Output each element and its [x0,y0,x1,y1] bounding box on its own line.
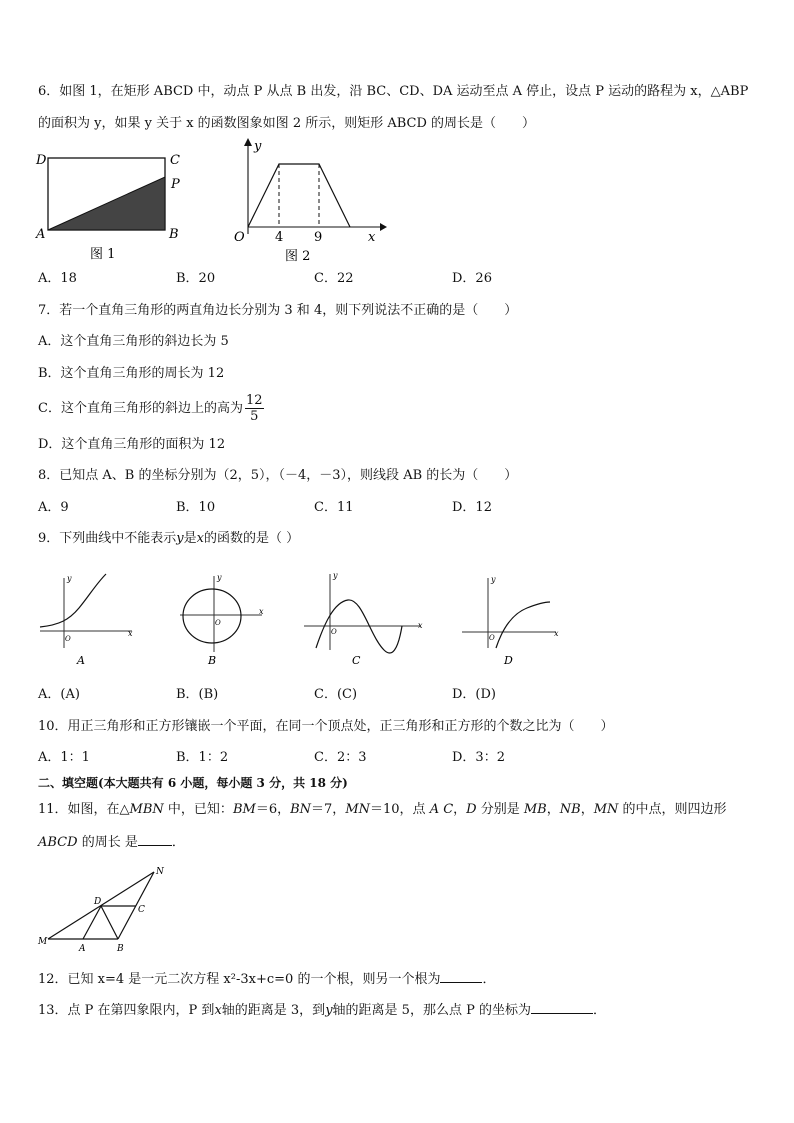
q8-option-a[interactable]: A．9 [38,500,69,515]
q9-graph-b [172,570,282,670]
q7-option-b[interactable]: B．这个直角三角形的周长为 12 [38,366,225,381]
q7-option-d[interactable]: D．这个直角三角形的面积为 12 [38,437,226,452]
fig2-caption: 图 2 [285,249,311,264]
fig1-caption: 图 1 [90,247,116,262]
q11-text-8: ， [546,802,560,817]
q8-option-c[interactable]: C．11 [314,500,354,515]
q11-text-5: ＝10，点 [370,802,430,817]
q11-text-2: 中，已知： [163,802,233,817]
fig1-label-D: D [36,153,47,168]
q9-option-b[interactable]: B．(B) [176,687,219,702]
q11-text-6: ， [453,802,467,817]
q13-text-2: 轴的距离是 3，到 [221,1003,326,1018]
q11-fig-label-d: D [94,897,102,907]
q9-option-d[interactable]: D．(D) [452,687,496,702]
q9-graph-a-y: y [67,574,72,583]
q9-graph-d [452,570,568,670]
q11-fig-label-c: C [138,905,145,915]
q11-var-nb: NB [559,802,581,817]
q9-graph-a-x: x [128,629,133,638]
q11-text-1: 11．如图，在△ [38,802,130,817]
q10-option-a[interactable]: A．1：1 [38,750,90,765]
q8-stem: 8．已知点 A、B 的坐标分别为（2，5），（－4，－3），则线段 AB 的长为（ ） [38,468,518,483]
q11-text-9: ， [580,802,594,817]
q6-figure1 [30,148,190,266]
q10-stem: 10．用正三角形和正方形镶嵌一个平面，在同一个顶点处，正三角形和正方形的个数之比为（ ） [38,719,614,734]
q11-text-12: ． [171,835,185,850]
q12-text-pre: 12．已知 x=4 是一元二次方程 x²-3x+c=0 的一个根，则另一个根为 [38,972,441,987]
fig1-label-C: C [170,153,180,168]
q10-option-d[interactable]: D．3：2 [452,750,505,765]
section-2-title: 二、填空题(本大题共有 6 小题，每小题 3 分，共 18 分) [38,776,348,790]
q6-option-d[interactable]: D．26 [452,271,492,286]
q11-fig-label-a: A [79,944,86,954]
q9-graph-b-o: O [215,619,221,627]
q11-var-mbn: MBN [129,802,164,817]
q9-graph-c-y: y [333,571,338,580]
q9-graph-d-label: D [504,654,513,667]
q11-figure [34,862,174,956]
q13-text-3: 轴的距离是 5，那么点 P 的坐标为 [332,1003,531,1018]
q7-option-a[interactable]: A．这个直角三角形的斜边长为 5 [38,334,229,349]
q7-option-c-text: C．这个直角三角形的斜边上的高为 [38,401,243,416]
q11-var-mb: MB [523,802,547,817]
q12-text-post: ． [482,972,496,987]
q11-text-3: ＝6， [255,802,291,817]
q6-figure2 [220,134,390,264]
q9-graph-c-label: C [352,654,361,667]
q12-answer-blank[interactable] [440,970,482,983]
q6-option-a[interactable]: A．18 [38,271,77,286]
fig2-label-O: O [234,230,245,245]
q11-var-mn: MN [345,802,370,817]
q9-stem-post: 的函数的是（ ） [204,531,300,546]
q7-option-c[interactable] [38,393,264,424]
q11-var-d: D [466,802,477,817]
q9-option-a[interactable]: A．(A) [38,687,80,702]
fig1-label-P: P [171,177,180,192]
q9-graph-b-y: y [217,573,222,582]
fig2-label-y: y [254,139,262,154]
q11-fig-label-m: M [38,937,48,947]
q9-stem-pre: 9．下列曲线中不能表示 [38,531,177,546]
q9-graph-b-x: x [259,607,264,616]
q11-var-mn-2: MN [593,802,619,817]
q11-var-abcd: ABCD [38,835,78,850]
q10-option-c[interactable]: C．2：3 [314,750,367,765]
q11-text-7: 分别是 [476,802,524,817]
q11-fig-label-b: B [117,944,124,954]
q11-var-bn: BN [290,802,312,817]
q13-text-4: ． [592,1003,606,1018]
q10-option-b[interactable]: B．1：2 [176,750,229,765]
q9-stem [38,531,299,547]
fig1-label-A: A [36,227,46,242]
q13-answer-blank[interactable] [531,1001,593,1014]
q9-graph-c-o: O [331,628,337,636]
q9-var-y: y [176,531,184,546]
q7-fraction [245,393,264,424]
q11-var-ac: A C [429,802,454,817]
fig1-label-B: B [169,227,179,242]
q8-option-d[interactable]: D．12 [452,500,492,515]
q11-text-11: 的周长 是 [77,835,138,850]
q7-stem: 7．若一个直角三角形的两直角边长分别为 3 和 4，则下列说法不正确的是（ ） [38,303,518,318]
q13-var-x: x [214,1003,222,1018]
q6-line2: 的面积为 y，如果 y 关于 x 的函数图象如图 2 所示，则矩形 ABCD 的周长是（ ） [38,116,536,131]
q9-graph-d-y: y [491,575,496,584]
fig2-label-x: x [368,230,376,245]
q9-graph-c [298,566,428,670]
q9-graph-d-x: x [554,629,559,638]
q13-line [38,1001,606,1019]
q9-stem-mid: 是 [183,531,197,546]
q11-line2 [38,833,185,851]
q11-text-10: 的中点，则四边形 [618,802,727,817]
q9-graph-c-x: x [418,621,423,630]
q13-text-1: 13．点 P 在第四象限内，P 到 [38,1003,215,1018]
q8-option-b[interactable]: B．10 [176,500,216,515]
q11-fig-label-n: N [156,867,164,877]
q7-fraction-numerator: 12 [245,393,263,408]
q6-option-c[interactable]: C．22 [314,271,354,286]
fig2-tick-9: 9 [314,230,323,245]
q11-var-bm: BM [232,802,256,817]
q9-graph-d-o: O [489,634,495,642]
fig2-tick-4: 4 [275,230,284,245]
q11-line1 [38,802,727,818]
q9-graph-a-o: O [65,635,71,643]
q13-var-y: y [325,1003,333,1018]
q6-line1: 6．如图 1，在矩形 ABCD 中，动点 P 从点 B 出发，沿 BC、CD、DA 运动至点 A 停止，设点 P 运动的路程为 x，△ABP [38,84,749,99]
q9-var-x: x [196,531,204,546]
q6-option-b[interactable]: B．20 [176,271,216,286]
q9-option-c[interactable]: C．(C) [314,687,358,702]
q9-graph-a [34,570,144,670]
q11-answer-blank[interactable] [138,833,172,846]
q7-fraction-denominator: 5 [250,409,259,424]
q12-line [38,970,495,988]
q11-text-4: ＝7， [311,802,346,817]
q9-graph-b-label: B [208,654,217,667]
q9-graph-a-label: A [77,654,85,667]
